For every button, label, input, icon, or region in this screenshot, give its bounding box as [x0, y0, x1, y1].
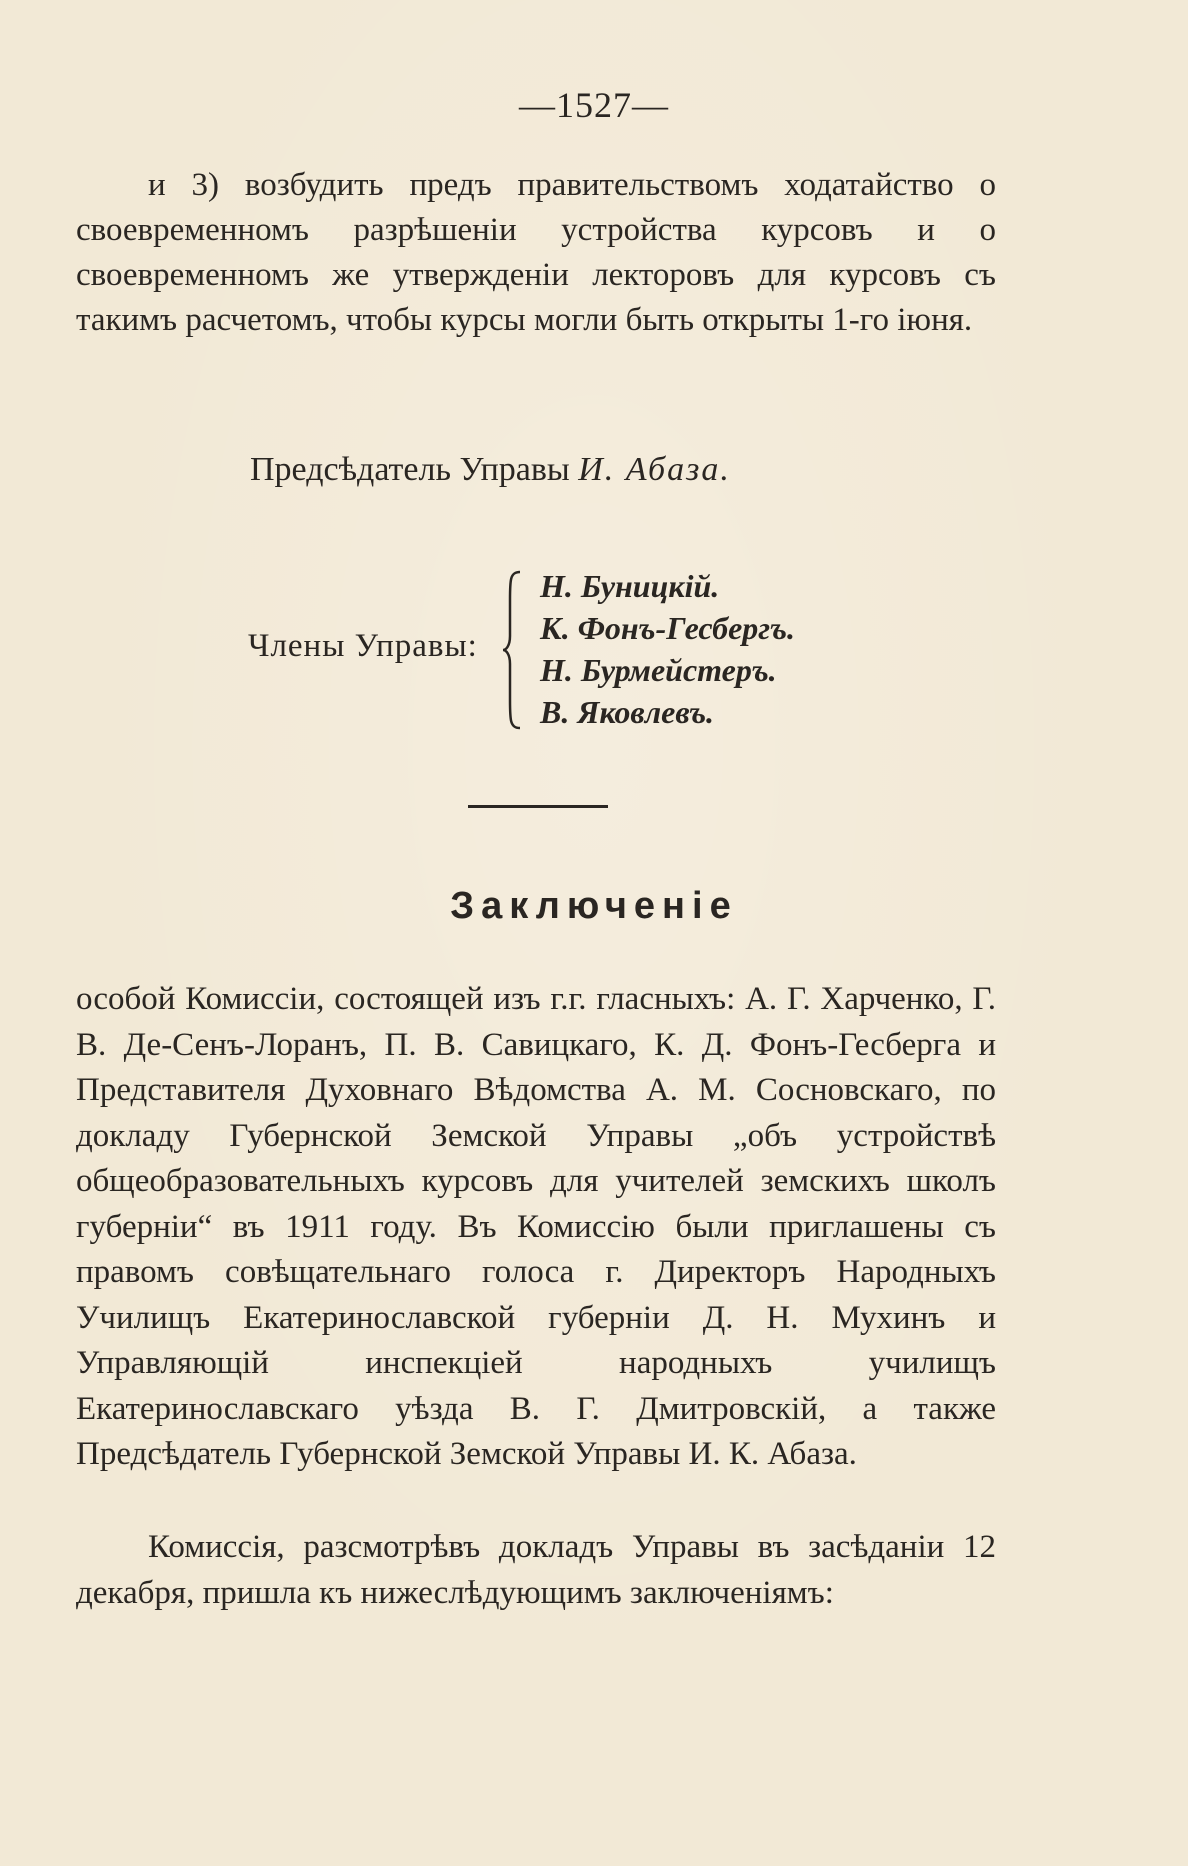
- chairman-signature: [250, 451, 731, 489]
- intro-paragraph: и 3) возбудить предъ правительствомъ ходатайство о своевременномъ разрѣшеніи устройства курсовъ и о своевременномъ же утвержденіи лекторовъ для курсовъ съ такимъ расчетомъ, чтобы курсы могли быть открыты 1-го іюня.: [76, 167, 996, 338]
- member-name: Н. Буницкій.: [540, 568, 720, 604]
- member-name: В. Яковлевъ.: [540, 694, 715, 730]
- members-brace: [502, 570, 524, 730]
- chairman-title: Предсѣдатель Управы: [250, 451, 570, 488]
- member-name: К. Фонъ-Гесбергъ.: [540, 610, 795, 646]
- member-name: Н. Бурмейстеръ.: [540, 652, 777, 688]
- members-list: [540, 565, 795, 733]
- members-label: Члены Управы:: [248, 628, 478, 664]
- section-heading: Заключеніе: [450, 885, 738, 927]
- commission-paragraph: Комиссія, разсмотрѣвъ докладъ Управы въ засѣданіи 12 декабря, пришла къ нижеслѣдующимъ заключеніямъ:: [76, 1529, 996, 1611]
- section-divider: [468, 805, 608, 808]
- page-number: —1527—: [519, 85, 669, 125]
- chairman-name: И. Абаза.: [578, 451, 731, 488]
- conclusion-paragraph: особой Комиссіи, состоящей изъ г.г. гласныхъ: А. Г. Харченко, Г. В. Де-Сенъ-Лоранъ, П. В. Савицкаго, К. Д. Фонъ-Гесберга и Представителя Духовнаго Вѣдомства А. М. Сосновскаго, по докладу Губернской Земской Управы „объ устройствѣ общеобразовательныхъ курсовъ для учителей земскихъ школъ губерніи“ въ 1911 году. Въ Комиссію были приглашены съ правомъ совѣщательнаго голоса г. Директоръ Народныхъ Училищъ Екатеринославской губерніи Д. Н. Мухинъ и Управляющій инспекціей народныхъ училищъ Екатеринославскаго уѣзда В. Г. Дмитровскій, а также Предсѣдатель Губернской Земской Управы И. К. Абаза.: [76, 981, 996, 1472]
